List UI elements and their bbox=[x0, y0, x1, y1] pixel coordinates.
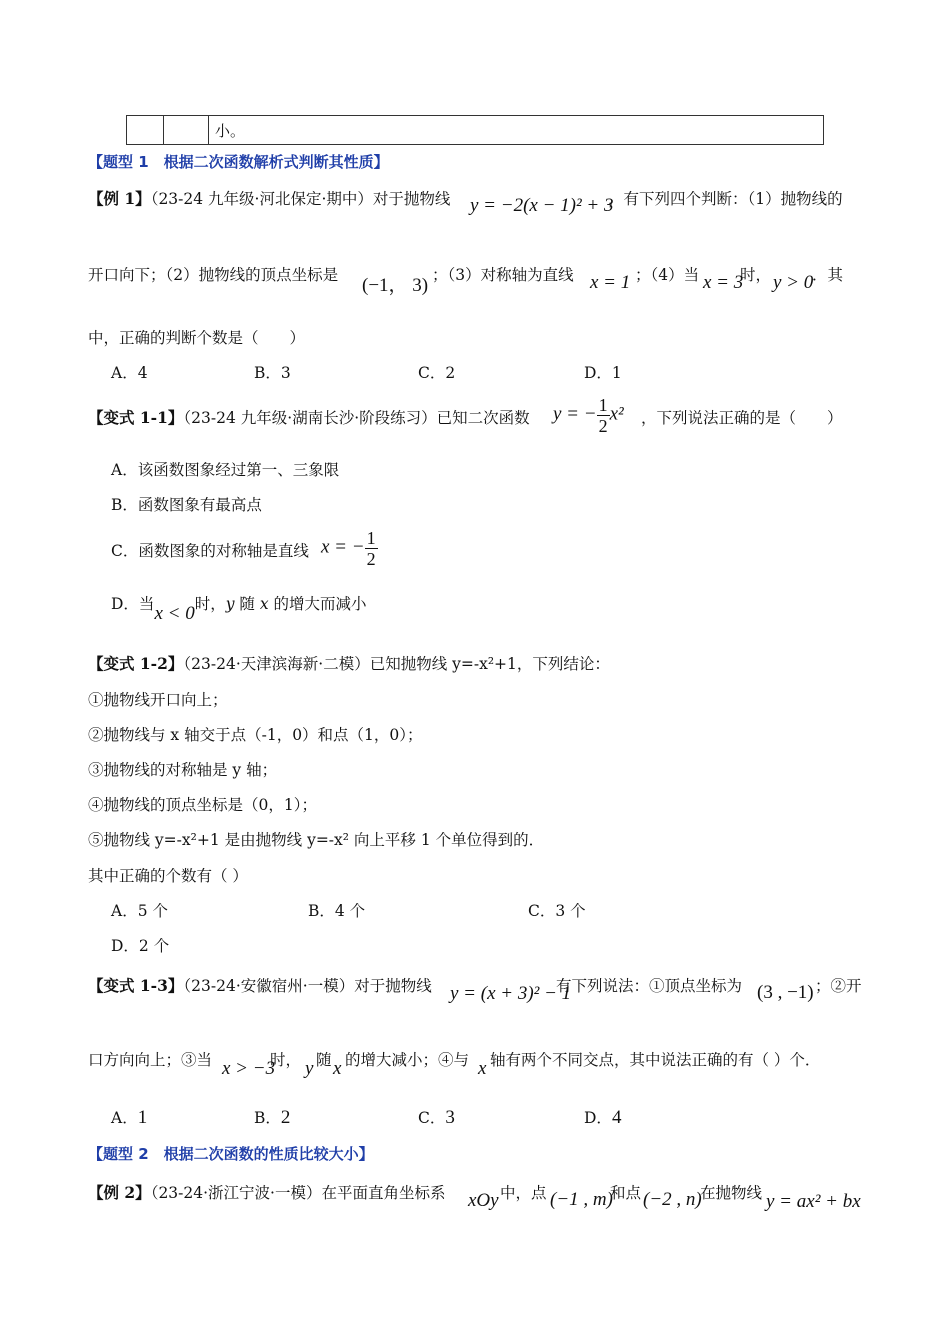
eq-pre: y = − bbox=[553, 403, 597, 425]
label: B． bbox=[254, 1109, 281, 1127]
text: ．其 bbox=[812, 266, 844, 284]
text: 中，点 bbox=[500, 1184, 547, 1202]
variant-tag: 【变式 1-3】 bbox=[88, 976, 184, 995]
example-tag: 【例 1】 bbox=[88, 189, 151, 208]
eq: x = − bbox=[321, 536, 365, 558]
option-c-math bbox=[321, 528, 378, 569]
option-b: B．函数图象有最高点 bbox=[111, 496, 262, 514]
eq-post: x² bbox=[609, 403, 624, 425]
statement-5: ⑤抛物线 y=-x²+1 是由抛物线 y=-x² 向上平移 1 个单位得到的． bbox=[88, 831, 545, 849]
vertex-math: (−1， 3) bbox=[362, 275, 429, 296]
var-x: x bbox=[333, 1058, 342, 1079]
point-2: (−2 , n) bbox=[643, 1189, 702, 1210]
source: （23-24·天津滨海新·二模）已知抛物线 y=-x²+1，下列结论： bbox=[183, 655, 610, 673]
option-d bbox=[111, 592, 367, 624]
result-math: y > 0 bbox=[773, 272, 814, 293]
variant-1-3-line bbox=[88, 974, 432, 996]
statement-2: ②抛物线与 x 轴交于点（-1，0）和点（1，0）； bbox=[88, 726, 423, 744]
option-b bbox=[254, 1106, 290, 1129]
vertex-math: (3 , −1) bbox=[757, 982, 814, 1003]
section-1-title: 【题型 1 根据二次函数解析式判断其性质】 bbox=[88, 153, 389, 171]
system-math: xOy bbox=[468, 1190, 499, 1211]
text: 开口向下；（2）抛物线的顶点坐标是 bbox=[88, 266, 339, 284]
table-cell bbox=[127, 116, 164, 145]
text: 在抛物线 bbox=[700, 1184, 763, 1202]
option-c: C．函数图象的对称轴是直线 bbox=[111, 542, 309, 560]
text: 时， bbox=[194, 595, 226, 613]
equation bbox=[553, 395, 624, 436]
option-a bbox=[111, 1106, 147, 1129]
equation: y = −2(x − 1)² + 3 bbox=[470, 195, 614, 216]
variant-1-2-line bbox=[88, 652, 610, 674]
var-y: y bbox=[225, 595, 235, 613]
text: 的增大而减小 bbox=[268, 595, 367, 613]
statement-1: ①抛物线开口向上； bbox=[88, 691, 228, 709]
option-d: D．2 个 bbox=[111, 937, 170, 955]
example-1-line-1 bbox=[88, 187, 450, 209]
option-b: B．3 bbox=[254, 364, 291, 382]
question: 中，正确的判断个数是（ ） bbox=[88, 329, 306, 347]
text: 有下列说法：①顶点坐标为 bbox=[556, 977, 743, 995]
source: （23-24 九年级·河北保定·期中）对于抛物线 bbox=[150, 190, 451, 208]
value: 4 bbox=[611, 1107, 622, 1128]
text: 和点 bbox=[610, 1184, 642, 1202]
statement-4: ④抛物线的顶点坐标是（0，1）； bbox=[88, 796, 317, 814]
label: C． bbox=[418, 1109, 446, 1127]
text: ，下列说法正确的是（ ） bbox=[641, 409, 843, 427]
option-c bbox=[418, 1106, 455, 1129]
example-2-line bbox=[88, 1181, 445, 1203]
var-x: x bbox=[259, 595, 269, 613]
text: 轴有两个不同交点，其中说法正确的有（ ）个． bbox=[490, 1051, 821, 1069]
var-x: x bbox=[478, 1058, 487, 1079]
text: 时， bbox=[270, 1051, 302, 1069]
denominator: 2 bbox=[598, 416, 608, 436]
value: 3 bbox=[445, 1107, 455, 1128]
text: 口方向向上；③当 bbox=[88, 1051, 213, 1069]
text: 时， bbox=[740, 266, 772, 284]
cond-math: x > −3 bbox=[222, 1058, 276, 1079]
text: D．当 bbox=[111, 595, 155, 613]
label: D． bbox=[584, 1109, 612, 1127]
var-y: y bbox=[305, 1058, 314, 1079]
equation: y = ax² + bx bbox=[766, 1191, 861, 1212]
option-a: A．该函数图象经过第一、三象限 bbox=[111, 461, 340, 479]
variant-tag: 【变式 1-2】 bbox=[88, 654, 184, 673]
option-d bbox=[584, 1106, 621, 1129]
variant-1-1-line bbox=[88, 406, 530, 428]
numerator: 1 bbox=[366, 528, 376, 548]
option-a: A．4 bbox=[111, 364, 148, 382]
label: A． bbox=[111, 1109, 138, 1127]
text: 随 bbox=[234, 595, 260, 613]
text: ，有下列四个判断：（1）抛物线的 bbox=[608, 190, 843, 208]
text: ；（3）对称轴为直线 bbox=[432, 266, 574, 284]
point-1: (−1 , m) bbox=[550, 1189, 613, 1210]
option-d: D．1 bbox=[584, 364, 622, 382]
section-2-title: 【题型 2 根据二次函数的性质比较大小】 bbox=[88, 1145, 374, 1163]
variant-tag: 【变式 1-1】 bbox=[88, 408, 184, 427]
source: （23-24·浙江宁波·一模）在平面直角坐标系 bbox=[150, 1184, 446, 1202]
option-c: C．3 个 bbox=[528, 902, 586, 920]
option-a: A．5 个 bbox=[111, 902, 168, 920]
equation: y = (x + 3)² − 1 bbox=[450, 983, 572, 1004]
text: 的增大减小；④与 bbox=[345, 1051, 470, 1069]
axis-math: x = 1 bbox=[590, 272, 631, 293]
text: 随 bbox=[316, 1051, 332, 1069]
fraction bbox=[365, 528, 378, 569]
option-c: C．2 bbox=[418, 364, 456, 382]
numerator: 1 bbox=[598, 395, 608, 415]
denominator: 2 bbox=[366, 549, 376, 569]
value: 2 bbox=[280, 1107, 291, 1128]
cond-math: x = 3 bbox=[703, 272, 744, 293]
source: （23-24·安徽宿州·一模）对于抛物线 bbox=[183, 977, 432, 995]
text: ；②开 bbox=[815, 977, 862, 995]
top-table bbox=[126, 115, 824, 145]
table-cell: 小。 bbox=[209, 116, 824, 145]
cond-math: x < 0 bbox=[154, 603, 195, 624]
source: （23-24 九年级·湖南长沙·阶段练习）已知二次函数 bbox=[183, 409, 530, 427]
fraction bbox=[597, 395, 610, 436]
statement-3: ③抛物线的对称轴是 y 轴； bbox=[88, 761, 278, 779]
question: 其中正确的个数有（ ） bbox=[88, 867, 248, 885]
value: 1 bbox=[137, 1107, 148, 1128]
example-tag: 【例 2】 bbox=[88, 1183, 151, 1202]
table-cell bbox=[164, 116, 209, 145]
text: ；（4）当 bbox=[635, 266, 700, 284]
option-b: B．4 个 bbox=[308, 902, 366, 920]
